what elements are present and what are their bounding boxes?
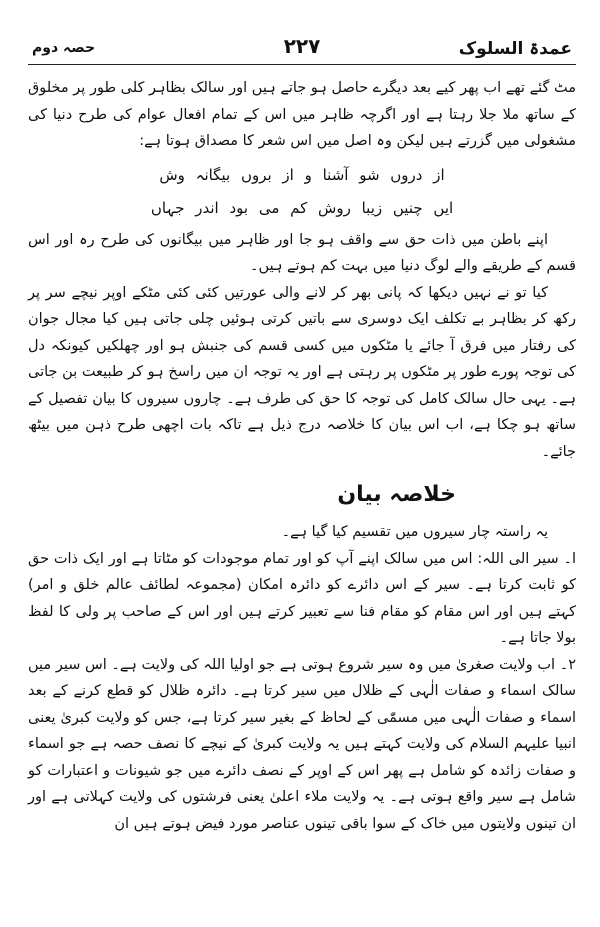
paragraph-4: یہ راستہ چار سیروں میں تقسیم کیا گیا ہے۔ <box>281 524 548 540</box>
page-body <box>28 75 576 837</box>
section-heading: خلاصہ بیان <box>337 482 456 507</box>
page-header <box>28 30 576 65</box>
paragraph-1: مٹ گئے تھے اب پھر کیے بعد دیگرے حاصل ہو جاتے ہیں اور سالک بظاہر کلی طور پر مخلوق کے ساتھ ملا جلا رہتا ہے اور اگرچہ ظاہر میں اس کے تمام افعال عوام کی طرح دنیا کی مشغولی میں گزرتے ہیں لیکن وہ اصل میں اس شعر کا مصداق ہوتا ہے: <box>28 80 576 149</box>
poem-line-1: از دروں شو آشنا و از بروں بیگانہ وش <box>159 165 445 184</box>
paragraph-6: ۲۔ اب ولایت صغریٰ میں وہ سیر شروع ہوتی ہے جو اولیا اللہ کی ولایت ہے۔ اس سیر میں سالک اسماء و صفات الٰہی کے ظلال میں سیر کرتا ہے۔ دائرہ ظلال کو قطع کرنے کے بعد اسماء و صفات الٰہی میں مسمّٰی کے لحاظ کے بغیر سیر کرتا ہے، جس کو ولایت کبریٰ یعنی انبیا علیہم السلام کی ولایت کہتے ہیں یہ ولایت کبریٰ کے نیچے کا نصف حصہ ہے جو اسماء و صفات زائدہ کو شامل ہے پھر اس کے اوپر کے نصف دائرے میں جو شیونات و اعتبارات کو شامل ہے سیر واقع ہوتی ہے۔ یہ ولایت ملاء اعلیٰ یعنی فرشتوں کی ولایت کہلاتی ہے اور ان تینوں ولایتوں میں خاک کے سوا باقی تینوں عناصر مورد فیض ہوتے ہیں ان <box>28 656 576 832</box>
page-number: ۲۲۷ <box>283 34 321 58</box>
poem-line-2: ایں چنیں زیبا روش کم می بود اندر جہاں <box>150 198 454 217</box>
book-title: عمدۃ السلوک <box>458 39 572 59</box>
paragraph-5: ا۔ سیر الی اللہ: اس میں سالک اپنے آپ کو اور تمام موجودات کو مٹاتا ہے اور ایک ذات حق کو ثابت کرتا ہے۔ سیر کے اس دائرے کو دائرہ امکان (مجموعہ لطائف عالم خلق و امر) کہتے ہیں اور اس مقام کو مقام فنا سے تعبیر کرتے ہیں اور اس کے صاحب پر ولی کا لفظ بولا جاتا ہے۔ <box>28 550 576 646</box>
part-label: حصہ دوم <box>32 40 96 56</box>
paragraph-3: کیا تو نے نہیں دیکھا کہ پانی بھر کر لانے والی عورتیں کئی کئی مٹکے اوپر نیچے سر پر رکھ کر بظاہر بے تکلف ایک دوسری سے باتیں کرتی ہوئیں چلی جاتی ہیں کیا مجال جوان کی رفتار میں فرق آ جائے یا مٹکوں میں کسی قسم کی جنبش ہو اور چھلکیں کیونکہ دل کی توجہ پورے طور پر مٹکوں پر رہتی ہے اور یہ توجہ ان میں راسخ ہو کر طبیعت بن جاتی ہے۔ یہی حال سالک کامل کی توجہ کا حق کی طرف ہے۔ چاروں سیروں کا بیان تفصیل کے ساتھ ہو چکا ہے، اب اس بیان کا خلاصہ درج ذیل ہے تاکہ بات اچھی طرح ذہن میں بیٹھ جائے۔ <box>28 284 576 460</box>
poem-couplet <box>28 159 576 225</box>
book-page <box>28 30 576 910</box>
paragraph-2: اپنے باطن میں ذات حق سے واقف ہو جا اور ظاہر میں بیگانوں کی طرح رہ اور اس قسم کے طریقے والے لوگ دنیا میں بہت کم ہوتے ہیں۔ <box>28 231 576 274</box>
